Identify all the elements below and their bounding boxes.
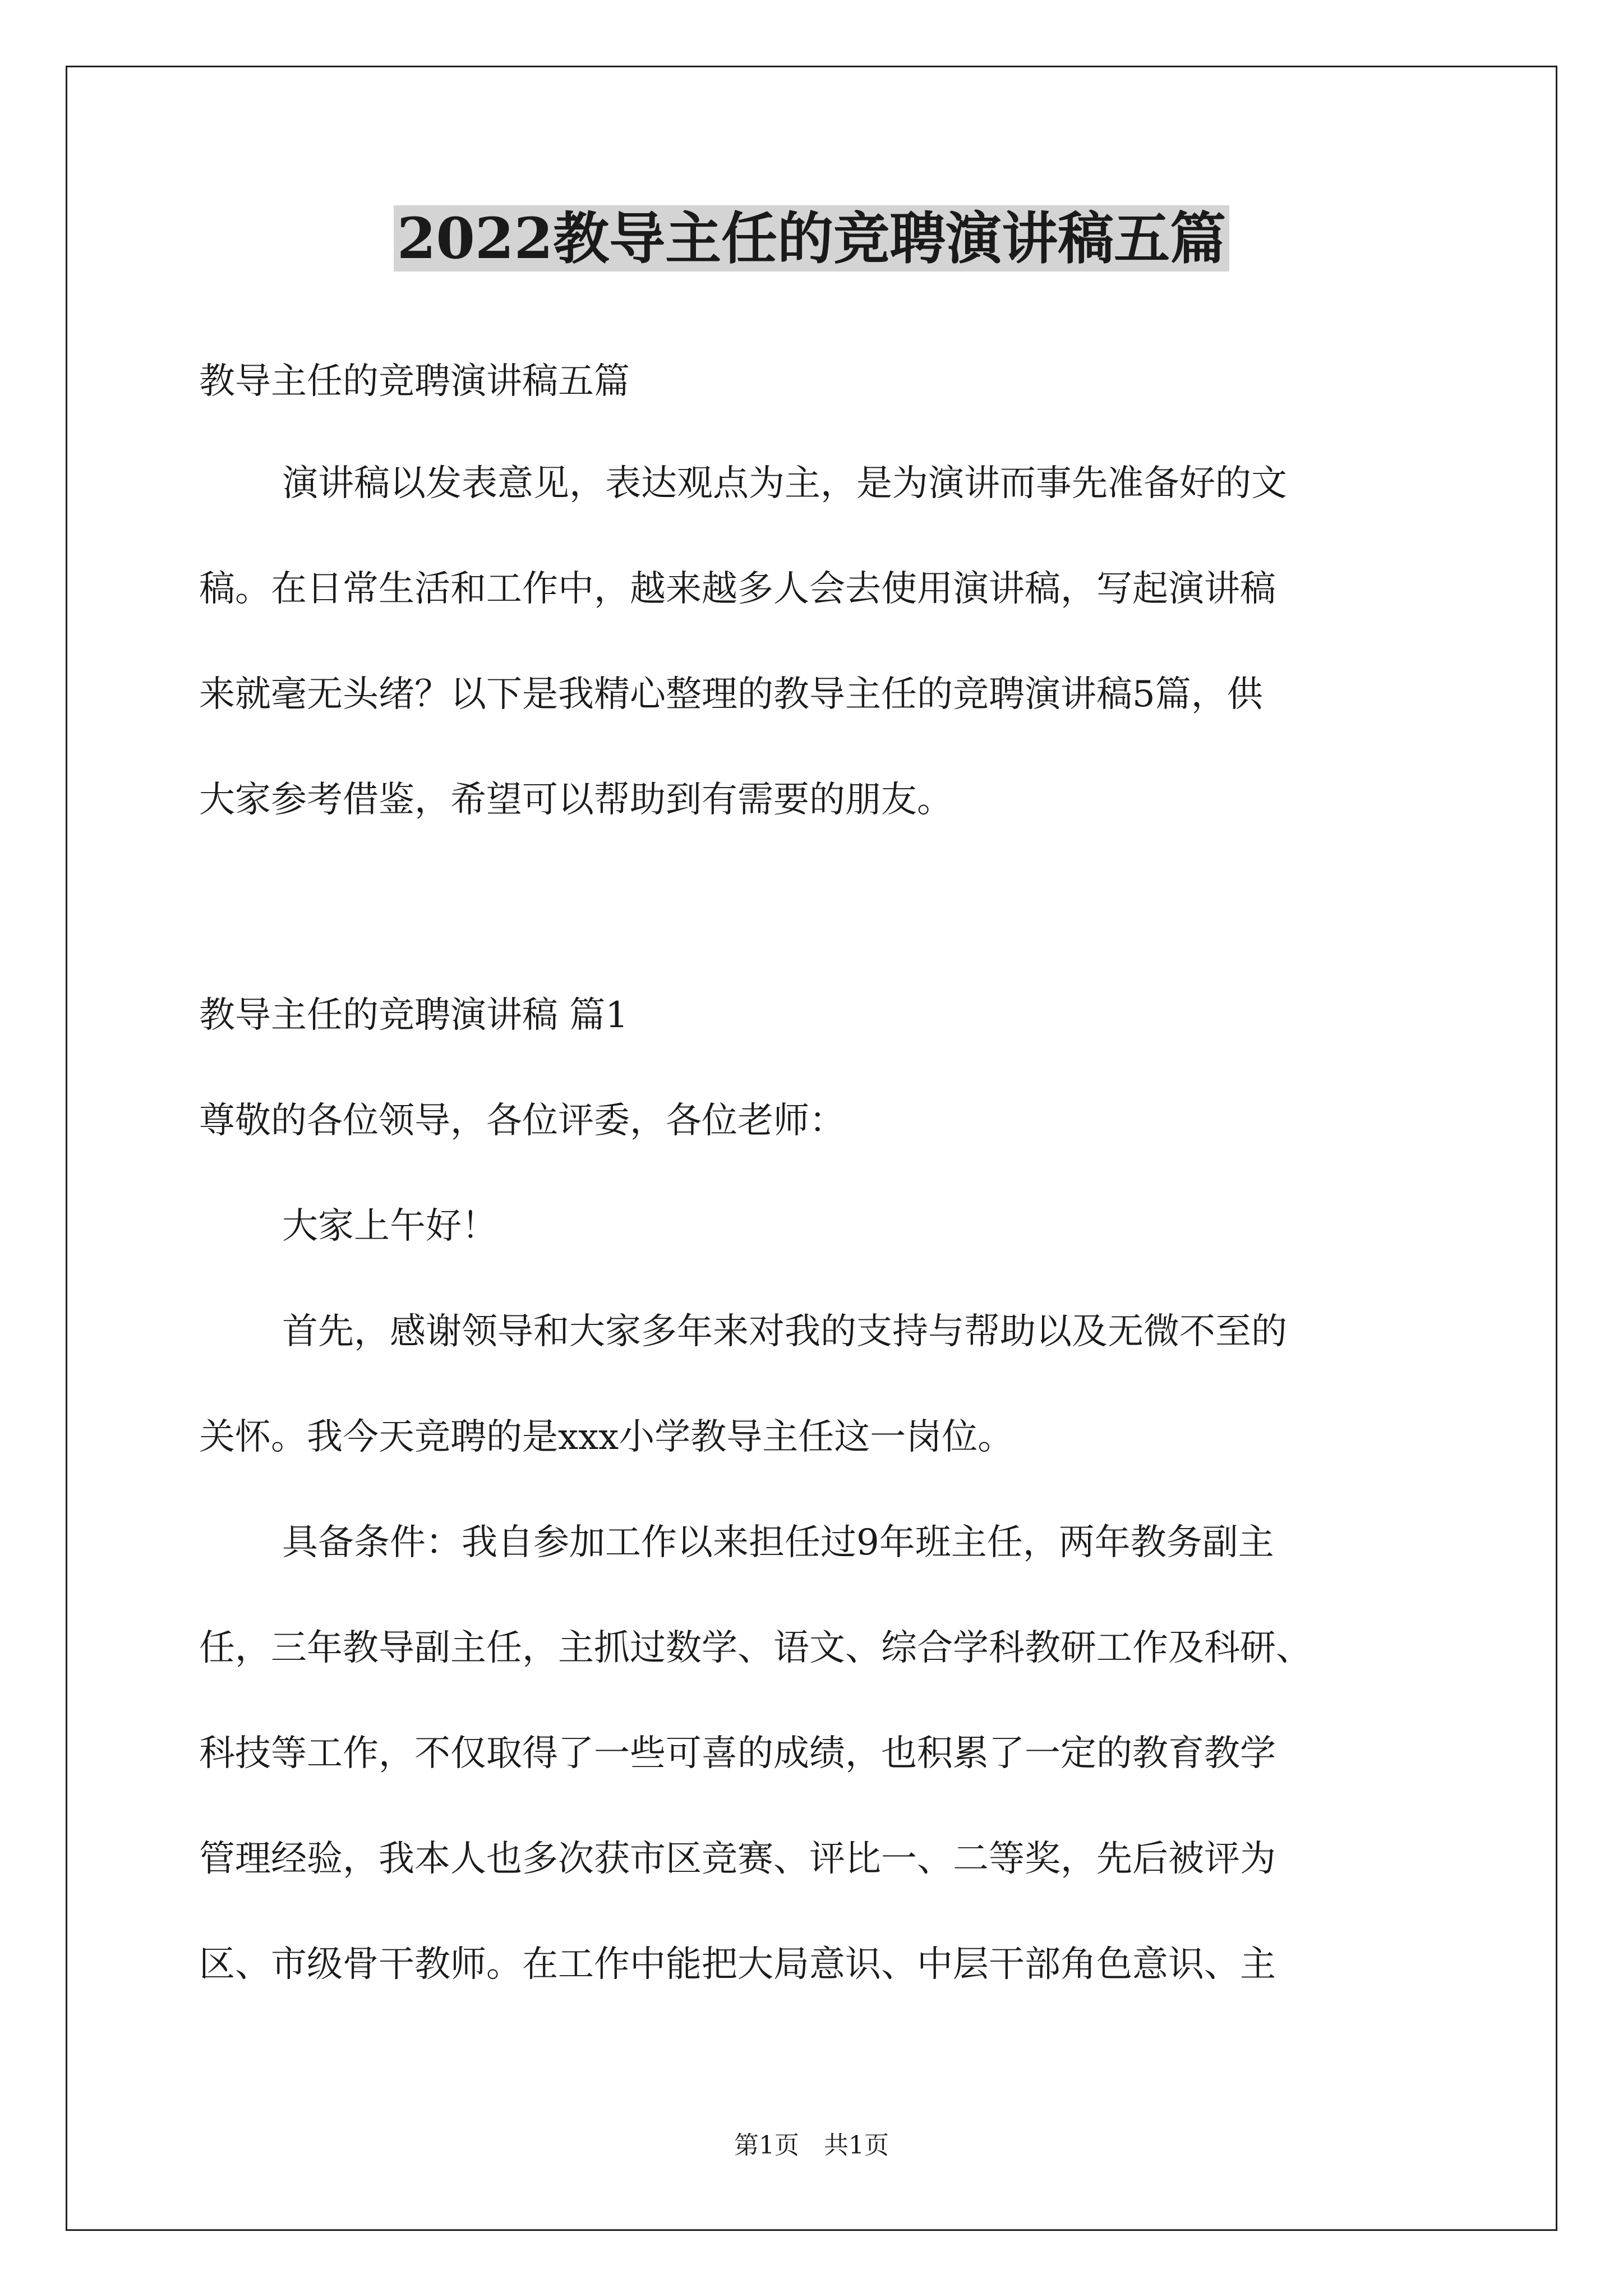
intro-line-3: 来就毫无头绪？以下是我精心整理的教导主任的竞聘演讲稿5篇，供 bbox=[199, 674, 1263, 715]
page-footer: 第1页 共1页 bbox=[734, 2131, 889, 2160]
para2-line-1: 具备条件：我自参加工作以来担任过9年班主任，两年教务副主 bbox=[282, 1522, 1274, 1563]
document-subtitle: 教导主任的竞聘演讲稿五篇 bbox=[199, 361, 630, 402]
document-title-text: 2022教导主任的竞聘演讲稿五篇 bbox=[394, 205, 1229, 272]
salutation: 尊敬的各位领导，各位评委，各位老师： bbox=[199, 1100, 845, 1142]
para2-line-4: 管理经验，我本人也多次获市区竞赛、评比一、二等奖，先后被评为 bbox=[199, 1838, 1276, 1880]
intro-line-1: 演讲稿以发表意见，表达观点为主，是为演讲而事先准备好的文 bbox=[282, 463, 1287, 504]
greeting: 大家上午好！ bbox=[282, 1205, 497, 1247]
document-title bbox=[0, 202, 1623, 275]
intro-line-2: 稿。在日常生活和工作中，越来越多人会去使用演讲稿，写起演讲稿 bbox=[199, 568, 1276, 610]
para2-line-5: 区、市级骨干教师。在工作中能把大局意识、中层干部角色意识、主 bbox=[199, 1944, 1276, 1985]
para2-line-3: 科技等工作，不仅取得了一些可喜的成绩，也积累了一定的教育教学 bbox=[199, 1733, 1276, 1774]
para2-line-2: 任，三年教导副主任，主抓过数学、语文、综合学科教研工作及科研、 bbox=[199, 1627, 1312, 1669]
para1-line-2: 关怀。我今天竞聘的是xxx小学教导主任这一岗位。 bbox=[199, 1416, 1014, 1458]
section-heading: 教导主任的竞聘演讲稿 篇1 bbox=[199, 995, 629, 1036]
para1-line-1: 首先，感谢领导和大家多年来对我的支持与帮助以及无微不至的 bbox=[282, 1311, 1287, 1352]
intro-line-4: 大家参考借鉴，希望可以帮助到有需要的朋友。 bbox=[199, 779, 953, 821]
